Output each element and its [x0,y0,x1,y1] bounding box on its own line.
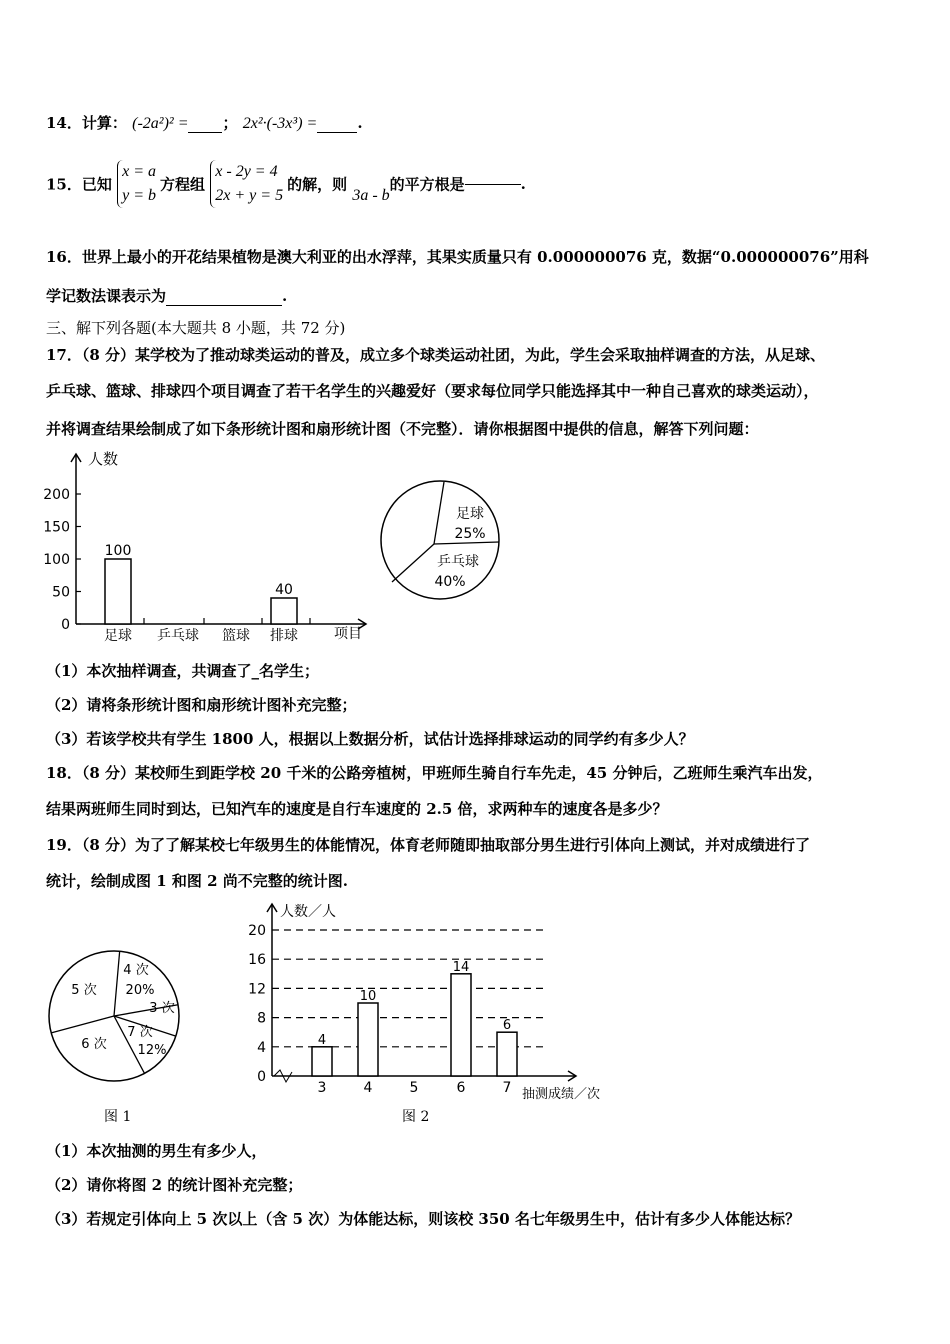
question-17-sub2: （2）请将条形统计图和扇形统计图补充完整； [46,696,357,714]
pie-slice-label: 乒乓球 [437,554,479,570]
bar [451,974,471,1076]
y-axis-label: 人数 [88,450,119,468]
question-14: 14．计算： (-2a²)² = ； 2x²·(-3x³) = . [46,114,363,132]
bar-data-label: 40 [275,582,293,598]
x-tick-label: 篮球 [222,628,250,644]
pie-slice-percent: 25% [454,526,486,542]
y-tick-label: 16 [248,952,266,969]
answer-blank[interactable] [166,305,282,306]
answer-blank[interactable] [465,184,521,185]
bar-chart-pullups [236,896,616,1106]
y-tick-label: 0 [61,617,70,633]
system-2: x - 2y = 4 2x + y = 5 [210,160,287,208]
bar-data-label: 10 [359,989,377,1004]
x-axis-label: 项目 [334,626,362,642]
y-tick-label: 150 [43,519,70,536]
bar [497,1032,517,1076]
pie-slice-label: 6 次 [81,1037,107,1052]
y-tick-label: 100 [43,552,70,568]
y-tick-label: 50 [52,584,70,601]
x-tick-label: 3 [317,1080,327,1096]
x-axis-label: 抽测成绩／次 [522,1087,601,1102]
y-tick-label: 4 [257,1039,266,1056]
section-heading: 三、解下列各题(本大题共 8 小题，共 72 分) [46,319,346,337]
answer-blank[interactable] [317,132,357,133]
pie-chart-pullups [44,946,184,1086]
y-tick-label: 20 [248,923,266,939]
question-19-sub1: （1）本次抽测的男生有多少人， [46,1142,267,1160]
q14-expression-2: 2x²·(-3x³) = [242,115,318,132]
x-tick-label: 5 [409,1080,419,1096]
bar [271,598,297,624]
x-tick-label: 7 [502,1080,512,1096]
x-tick-label: 4 [363,1080,373,1096]
x-tick-label: 排球 [270,628,298,644]
system-1: x = a y = b [117,160,160,208]
question-19-sub3: （3）若规定引体向上 5 次以上（含 5 次）为体能达标，则该校 350 名七年级男生中，估计有多少人体能达标？ [46,1210,800,1228]
pie-slice-label: 5 次 [71,983,97,998]
bar-data-label: 6 [502,1018,512,1034]
bar [312,1047,332,1076]
answer-blank[interactable] [188,132,222,133]
y-tick-label: 12 [248,981,266,998]
question-17-sub3: （3）若该学校共有学生 1800 人，根据以上数据分析，试估计选择排球运动的同学约有多少人？ [46,730,694,748]
question-16-line2: 学记数法课表示为 . [46,287,288,305]
question-18-line1: 18．（8 分）某校师生到距学校 20 千米的公路旁植树，甲班师生骑自行车先走，45 分钟后，乙班师生乘汽车出发， [46,764,823,782]
x-tick-label: 乒乓球 [157,628,199,644]
question-19-line2: 统计，绘制成图 1 和图 2 尚不完整的统计图. [46,872,348,890]
x-tick-label: 足球 [104,628,132,644]
q14-expression-1: (-2a²)² = [132,115,189,132]
pie-slice-label: 7 次 [127,1025,153,1040]
question-17-line1: 17．（8 分）某学校为了推动球类运动的普及，成立多个球类运动社团，为此，学生会采取抽样调查的方法，从足球、 [46,346,826,364]
figure-1-caption: 图 1 [104,1109,132,1125]
y-axis-label: 人数／人 [280,904,336,920]
question-19-sub2: （2）请你将图 2 的统计图补充完整； [46,1176,303,1194]
pie-slice-label: 足球 [456,506,484,522]
question-18-line2: 结果两班师生同时到达，已知汽车的速度是自行车速度的 2.5 倍，求两种车的速度各是多少？ [46,800,668,818]
x-tick-label: 6 [456,1080,466,1096]
pie-slice-percent: 40% [434,574,466,590]
y-tick-label: 200 [43,487,70,503]
question-15: 15．已知 x = a y = b方程组 x - 2y = 4 2x + y = 5的解，则 3a - b的平方根是 . [46,160,526,208]
question-17-sub1: （1）本次抽样调查，共调查了_名学生； [46,662,319,680]
pie-slice-label: 4 次 [123,963,149,978]
question-17-line3: 并将调查结果绘制成了如下条形统计图和扇形统计图（不完整）．请你根据图中提供的信息，解答下列问题： [46,420,759,438]
question-17-line2: 乒乓球、篮球、排球四个项目调查了若干名学生的兴趣爱好（要求每位同学只能选择其中一种自己喜欢的球类运动）， [46,382,819,400]
bar [358,1003,378,1076]
question-16-line1: 16．世界上最小的开花结果植物是澳大利亚的出水浮萍，其果实质量只有 0.000000076 克，数据“0.000000076”用科 [46,248,869,266]
pie-slice-percent: 12% [137,1043,167,1058]
bar [105,559,131,624]
question-19-line1: 19．（8 分）为了了解某校七年级男生的体能情况，体育老师随即抽取部分男生进行引体向上测试，并对成绩进行了 [46,836,811,854]
pie-slice-percent: 20% [125,983,155,998]
y-tick-label: 0 [257,1069,266,1085]
pie-chart-sports [378,478,508,608]
pie-slice-label: 3 次 [149,1001,175,1016]
q15-expression: 3a - b [352,187,390,204]
bar-data-label: 4 [317,1032,327,1048]
bar-data-label: 100 [104,543,132,559]
y-tick-label: 8 [257,1010,266,1027]
bar-data-label: 14 [452,959,470,975]
figure-2-caption: 图 2 [402,1109,430,1125]
bar-chart-sports [38,446,378,646]
